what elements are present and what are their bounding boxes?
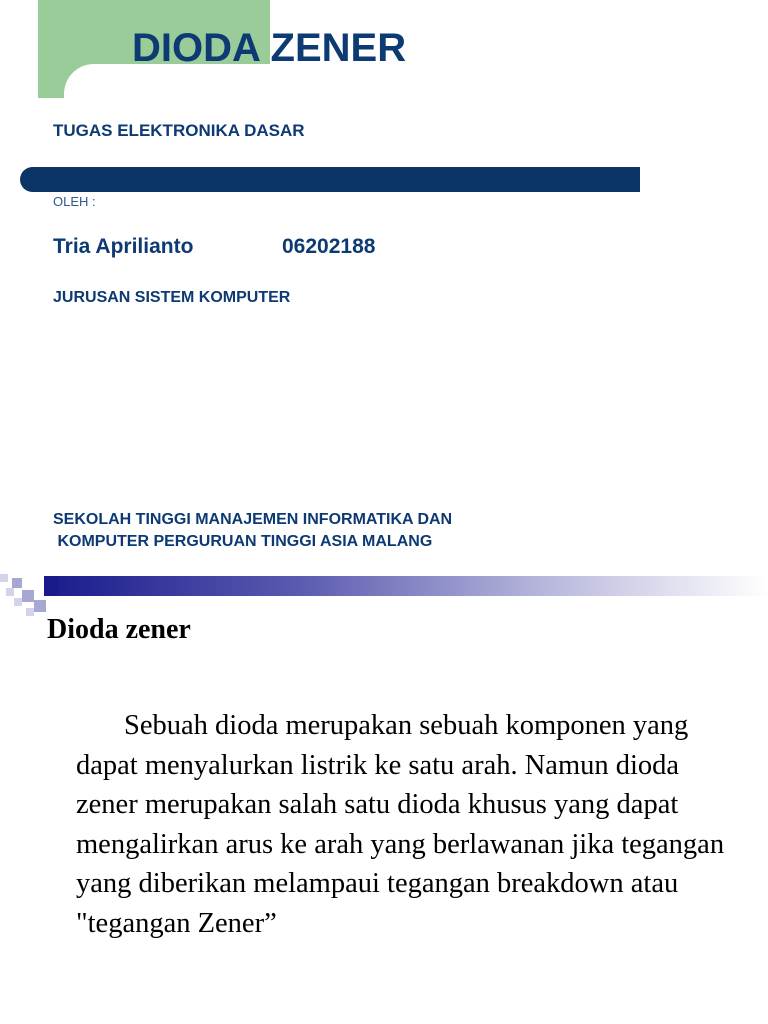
decor-square bbox=[12, 578, 22, 588]
department: JURUSAN SISTEM KOMPUTER bbox=[53, 289, 291, 306]
decor-square bbox=[44, 576, 58, 596]
decor-square bbox=[26, 608, 34, 616]
slide-subtitle: TUGAS ELEKTRONIKA DASAR bbox=[53, 121, 305, 140]
by-label: OLEH : bbox=[53, 194, 96, 209]
content-slide bbox=[0, 570, 768, 1024]
body-paragraph: Sebuah dioda merupakan sebuah komponen yang dapat menyalurkan listrik ke satu arah. Namun dioda zener merupakan salah satu dioda khusus yang dapat mengalirkan arus ke arah yang berlawanan jika tegangan yang diberikan melampaui tegangan breakdown atau "tegangan Zener” bbox=[76, 710, 725, 939]
slide-title: DIODA ZENER bbox=[132, 26, 407, 70]
author-id: 06202188 bbox=[282, 235, 376, 258]
decor-square bbox=[34, 600, 46, 612]
decor-square bbox=[22, 590, 34, 602]
gradient-header-bar bbox=[44, 576, 768, 596]
divider-bar bbox=[20, 167, 640, 192]
institution: SEKOLAH TINGGI MANAJEMEN INFORMATIKA DAN KOMPUTER PERGURUAN TINGGI ASIA MALANG bbox=[53, 511, 453, 550]
decor-square bbox=[0, 574, 8, 582]
decor-square bbox=[14, 598, 22, 606]
decor-square bbox=[6, 588, 14, 596]
author-name: Tria Aprilianto bbox=[53, 235, 194, 258]
content-title: Dioda zener bbox=[47, 614, 191, 645]
